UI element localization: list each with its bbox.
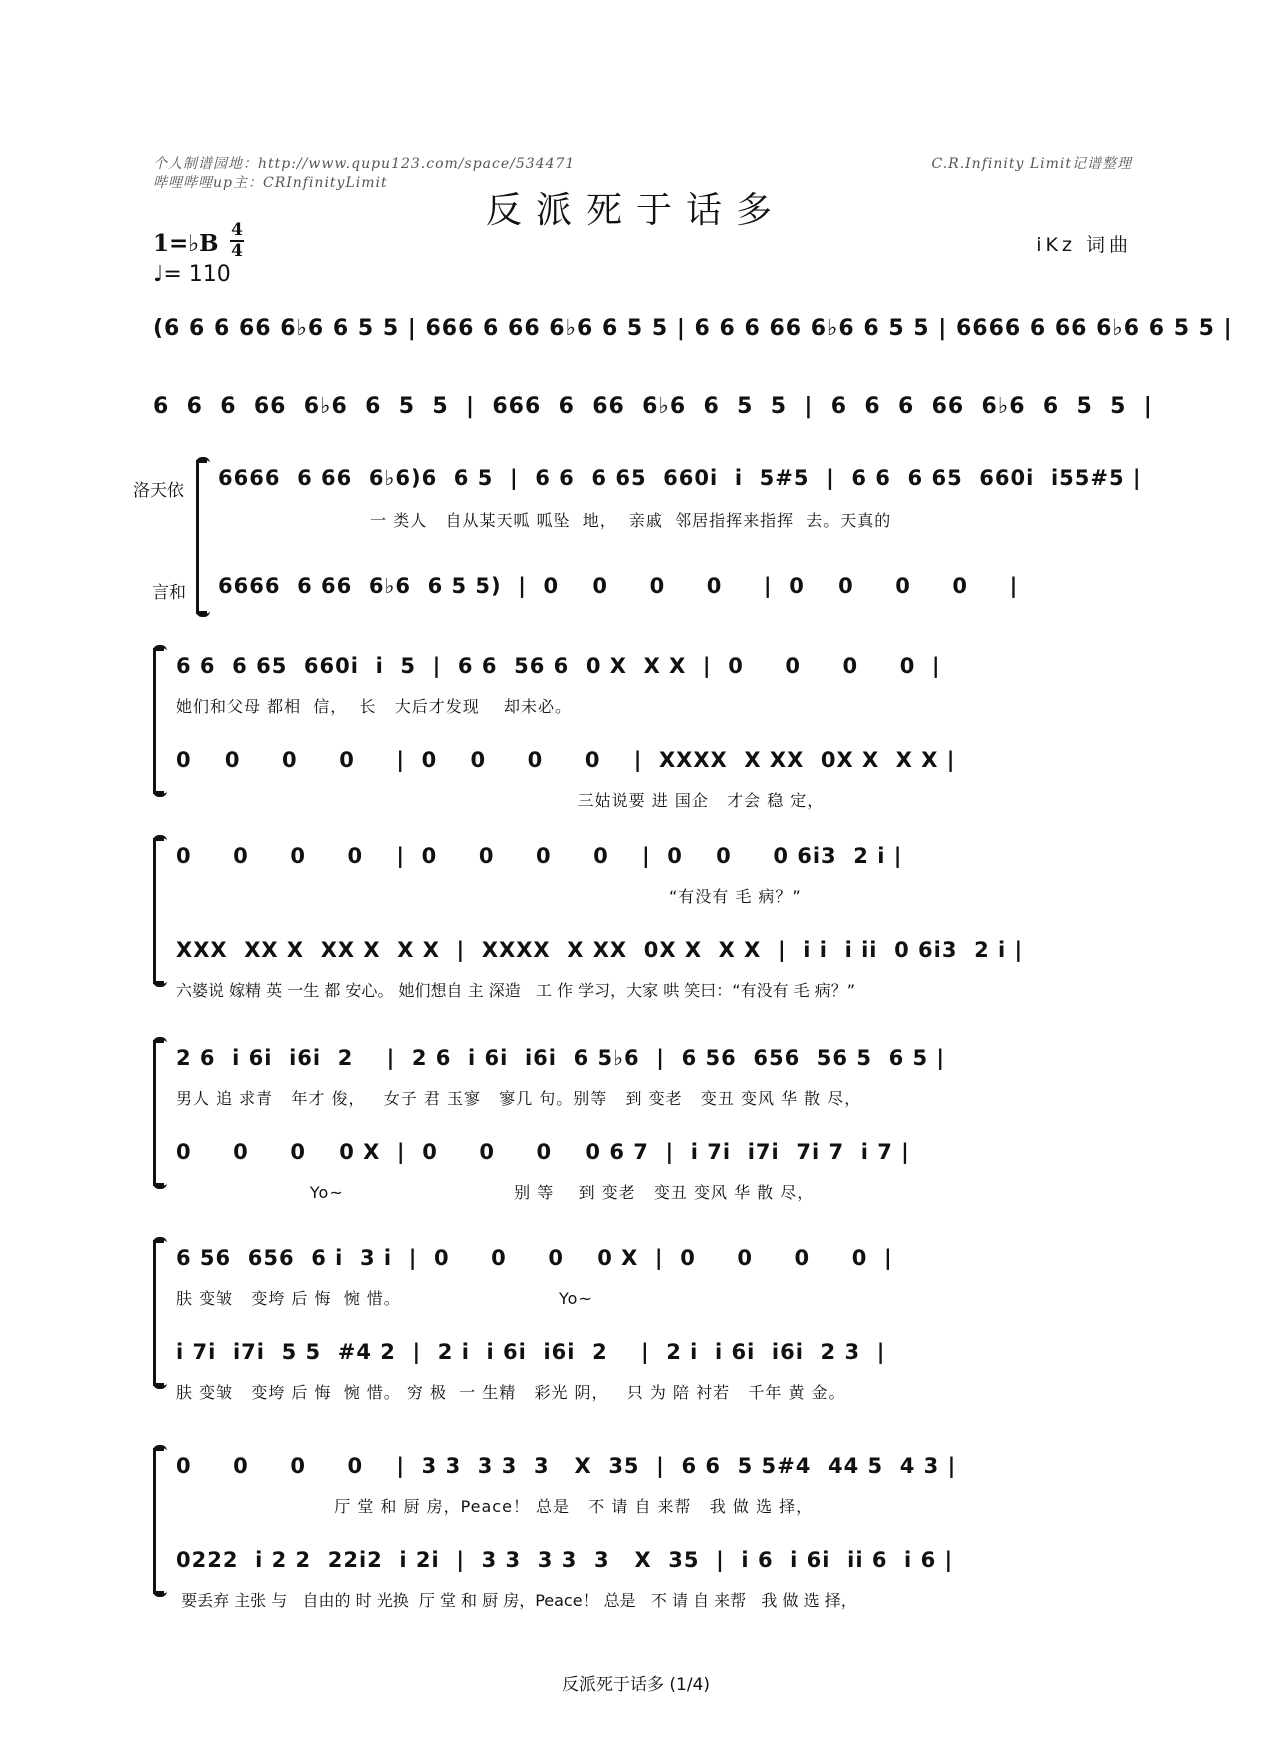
- notes-line: 0 0 0 0 | 0 0 0 0 | 0 0 0 6i3 2 i |: [176, 844, 903, 868]
- lyrics-line: Yo~ 别 等 到 变老 变丑 变风 华 散 尽，: [176, 1183, 815, 1202]
- lyrics-line: 男人 追 求青 年才 俊， 女子 君 玉寥 寥几 句。别等 到 变老 变丑 变风 华 散 尽，: [176, 1089, 862, 1108]
- tempo-marking: ♩= 110: [153, 262, 231, 287]
- lyrics-line: 厅 堂 和 厨 房，Peace！ 总是 不 请 自 来帮 我 做 选 择，: [176, 1497, 814, 1516]
- system-brace: [153, 838, 164, 984]
- key-signature: 1=♭B: [153, 230, 219, 257]
- notes-line: i 7i i7i 5 5 #4 2 | 2 i i 6i i6i 2 | 2 i i 6i i6i 2 3 |: [176, 1340, 886, 1364]
- lyrics-line: 三姑说要 进 国企 才会 稳 定，: [176, 791, 825, 810]
- lyrics-line: 要丢弃 主张 与 自由的 时 光换 厅 堂 和 厨 房，Peace！ 总是 不 请 自 来帮 我 做 选 择，: [176, 1591, 857, 1610]
- notes-line: 6 6 6 66 6♭6 6 5 5 | 666 6 66 6♭6 6 5 5 | 6 6 6 66 6♭6 6 5 5 |: [153, 394, 1153, 419]
- time-signature: [230, 222, 244, 260]
- system-brace: [153, 1040, 164, 1186]
- lyrics-line: 她们和父母 都相 信， 长 大后才发现 却未必。: [176, 697, 573, 716]
- notes-line: 6 56 656 6 i 3 i | 0 0 0 0 X | 0 0 0 0 |: [176, 1246, 893, 1270]
- lyrics-line: 肤 变皱 变垮 后 悔 惋 惜。 Yo~: [176, 1289, 593, 1308]
- notes-line: 2 6 i 6i i6i 2 | 2 6 i 6i i6i 6 5♭6 | 6 56 656 56 5 6 5 |: [176, 1046, 946, 1070]
- lyrics-line: 一 类人 自从某天呱 呱坠 地， 亲戚 邻居指挥来指挥 去。天真的: [218, 511, 892, 530]
- notes-line: 0 0 0 0 | 3 3 3 3 3 X 35 | 6 6 5 5#4 44 5 4 3 |: [176, 1454, 957, 1478]
- notes-line: 6 6 6 65 660i i 5 | 6 6 56 6 0 X X X | 0 0 0 0 |: [176, 654, 941, 678]
- part-name-luo-tianyi: 洛天依: [133, 481, 184, 501]
- system-brace: [153, 1240, 164, 1386]
- system-brace: [153, 1448, 164, 1594]
- notes-line: (6 6 6 66 6♭6 6 5 5 | 666 6 66 6♭6 6 5 5 | 6 6 6 66 6♭6 6 5 5 | 6666 6 66 6♭6 6 5 5 |: [153, 316, 1233, 341]
- time-top: 4: [231, 220, 243, 240]
- lyrics-line: “有没有 毛 病？”: [176, 887, 802, 906]
- system-brace: [153, 648, 164, 794]
- notes-line: 6666 6 66 6♭6 6 5 5) | 0 0 0 0 | 0 0 0 0 |: [218, 574, 1019, 598]
- lyrics-line: 六婆说 嫁精 英 一生 都 安心。 她们想自 主 深造 工 作 学习，大家 哄 笑曰：“有没有 毛 病？”: [176, 981, 856, 1000]
- notes-line: 0 0 0 0 | 0 0 0 0 | XXXX X XX 0X X X X |: [176, 748, 956, 772]
- notes-line: 0222 i 2 2 22i2 i 2i | 3 3 3 3 3 X 35 | i 6 i 6i ii 6 i 6 |: [176, 1548, 954, 1572]
- song-title: 反派死于话多: [485, 190, 786, 231]
- lyrics-line: 肤 变皱 变垮 后 悔 惋 惜。 穷 极 一 生精 彩光 阴， 只 为 陪 衬若 千年 黄 金。: [176, 1383, 846, 1402]
- composer: iKz 词曲: [1036, 234, 1132, 256]
- page-footer: 反派死于话多 (1/4): [561, 1675, 711, 1695]
- credit-arranger: C.R.Infinity Limit记谱整理: [931, 156, 1132, 172]
- notes-line: 6666 6 66 6♭6)6 6 5 | 6 6 6 65 660i i 5#5 | 6 6 6 65 660i i55#5 |: [218, 466, 1142, 490]
- system-brace: [196, 460, 207, 614]
- part-name-yanhe: 言和: [152, 583, 186, 603]
- credit-website: 个人制谱园地：http://www.qupu123.com/space/534471: [153, 156, 576, 172]
- notes-line: 0 0 0 0 X | 0 0 0 0 6 7 | i 7i i7i 7i 7 i 7 |: [176, 1140, 910, 1164]
- notes-line: XXX XX X XX X X X | XXXX X XX 0X X X X | i i i ii 0 6i3 2 i |: [176, 938, 1024, 962]
- time-bottom: 4: [231, 241, 243, 261]
- credit-bilibili: 哔哩哔哩up主：CRInfinityLimit: [153, 175, 388, 191]
